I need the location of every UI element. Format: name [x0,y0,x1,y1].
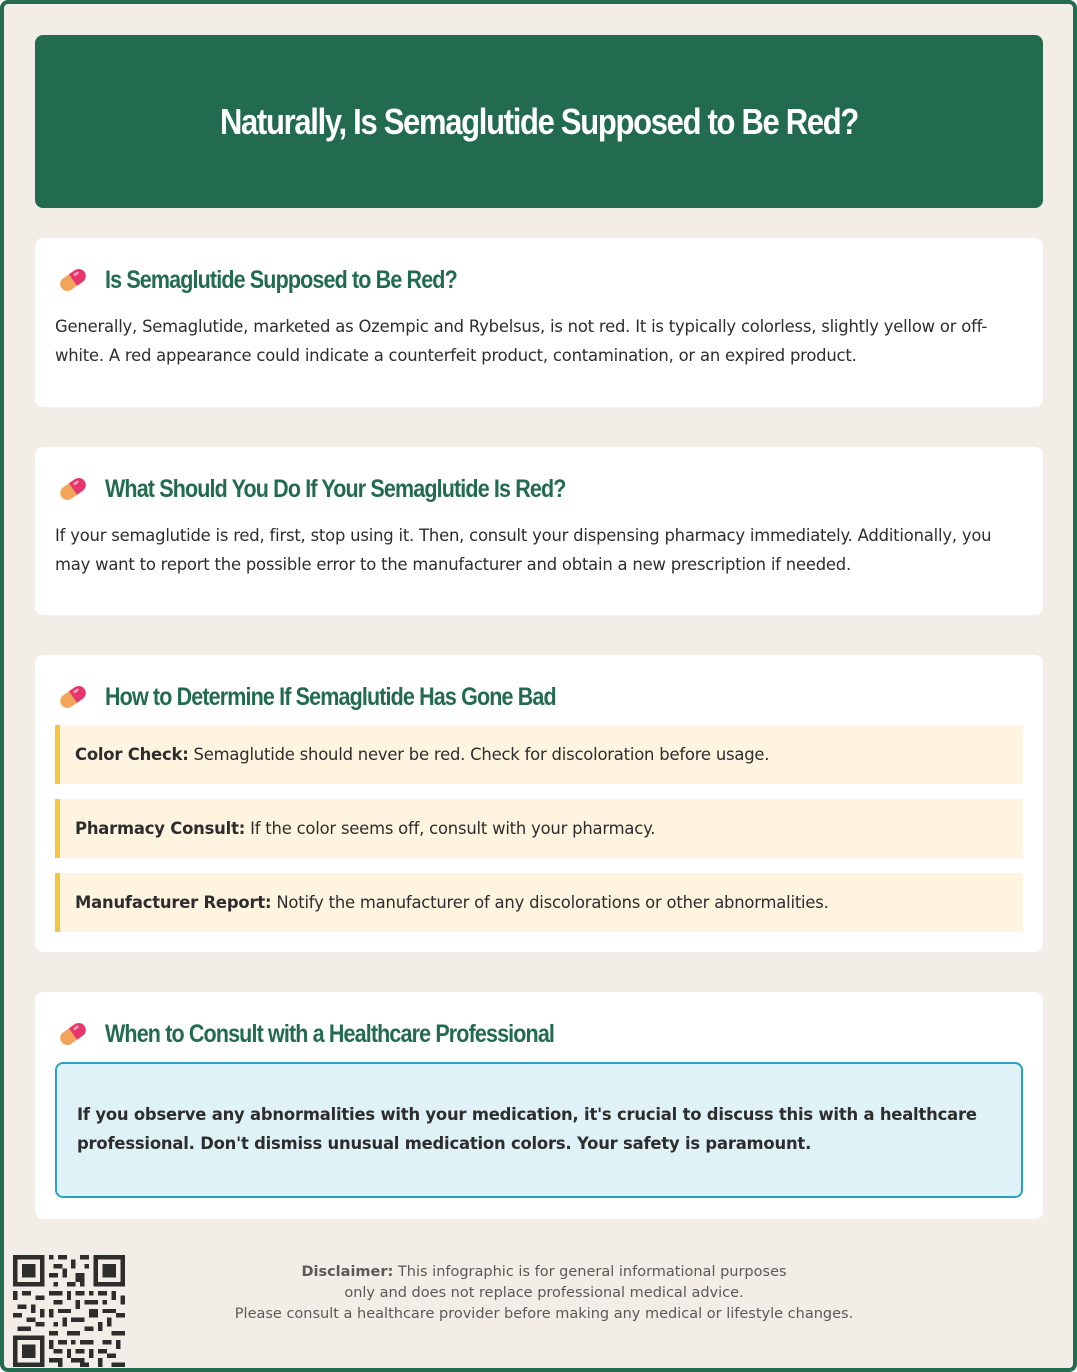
disclaimer-line-1 [194,1262,894,1283]
item-text: Semaglutide should never be red. Check for discoloration before usage. [193,745,770,764]
disclaimer [194,1262,894,1325]
header-banner [35,35,1043,208]
section-card-1 [35,238,1043,407]
section-card-3 [35,655,1043,952]
section-heading [55,471,641,507]
alert-box: If you observe any abnormalities with your medication, it's crucial to discuss this with a healthcare professional. Don't dismiss unusual medication colors. Your safety is paramount. [55,1062,1023,1198]
section-title: When to Consult with a Healthcare Professional [105,1019,555,1048]
item-label: Manufacturer Report: [75,893,272,912]
disclaimer-text-1: This infographic is for general informational purposes [397,1264,787,1280]
item-label: Pharmacy Consult: [75,819,246,838]
qr-code[interactable] [13,1255,125,1367]
pill-icon [55,1016,91,1052]
disclaimer-line-3: Please consult a healthcare provider before making any medical or lifestyle changes. [234,1306,854,1322]
section-title: What Should You Do If Your Semaglutide Is Red? [105,474,566,503]
section-heading [55,1016,627,1052]
pill-icon [55,471,91,507]
pill-icon [55,262,91,298]
checklist-item-manufacturer-report [55,873,1023,932]
section-body: Generally, Semaglutide, marketed as Ozempic and Rybelsus, is not red. It is typically colorless, slightly yellow or off-white. A red appearance could indicate a counterfeit product, contamination, or an expired product. [55,317,988,365]
section-title: Is Semaglutide Supposed to Be Red? [105,265,457,294]
section-body: If your semaglutide is red, first, stop using it. Then, consult your dispensing pharmacy immediately. Additionally, you may want to report the possible error to the manufacturer and obtain a new prescription if needed. [55,526,992,574]
checklist-item-color-check [55,725,1023,784]
disclaimer-line-2: only and does not replace professional medical advice. [344,1285,744,1301]
section-heading [55,262,514,298]
section-card-2 [35,447,1043,615]
page-title: Naturally, Is Semaglutide Supposed to Be Red? [219,100,859,142]
checklist-item-pharmacy-consult [55,799,1023,858]
item-text: Notify the manufacturer of any discolorations or other abnormalities. [276,893,829,912]
section-card-4 [35,992,1043,1219]
disclaimer-label: Disclaimer: [301,1264,394,1280]
section-heading [55,679,629,715]
item-label: Color Check: [75,745,189,764]
pill-icon [55,679,91,715]
item-text: If the color seems off, consult with your pharmacy. [250,819,656,838]
section-title: How to Determine If Semaglutide Has Gone Bad [105,682,556,711]
